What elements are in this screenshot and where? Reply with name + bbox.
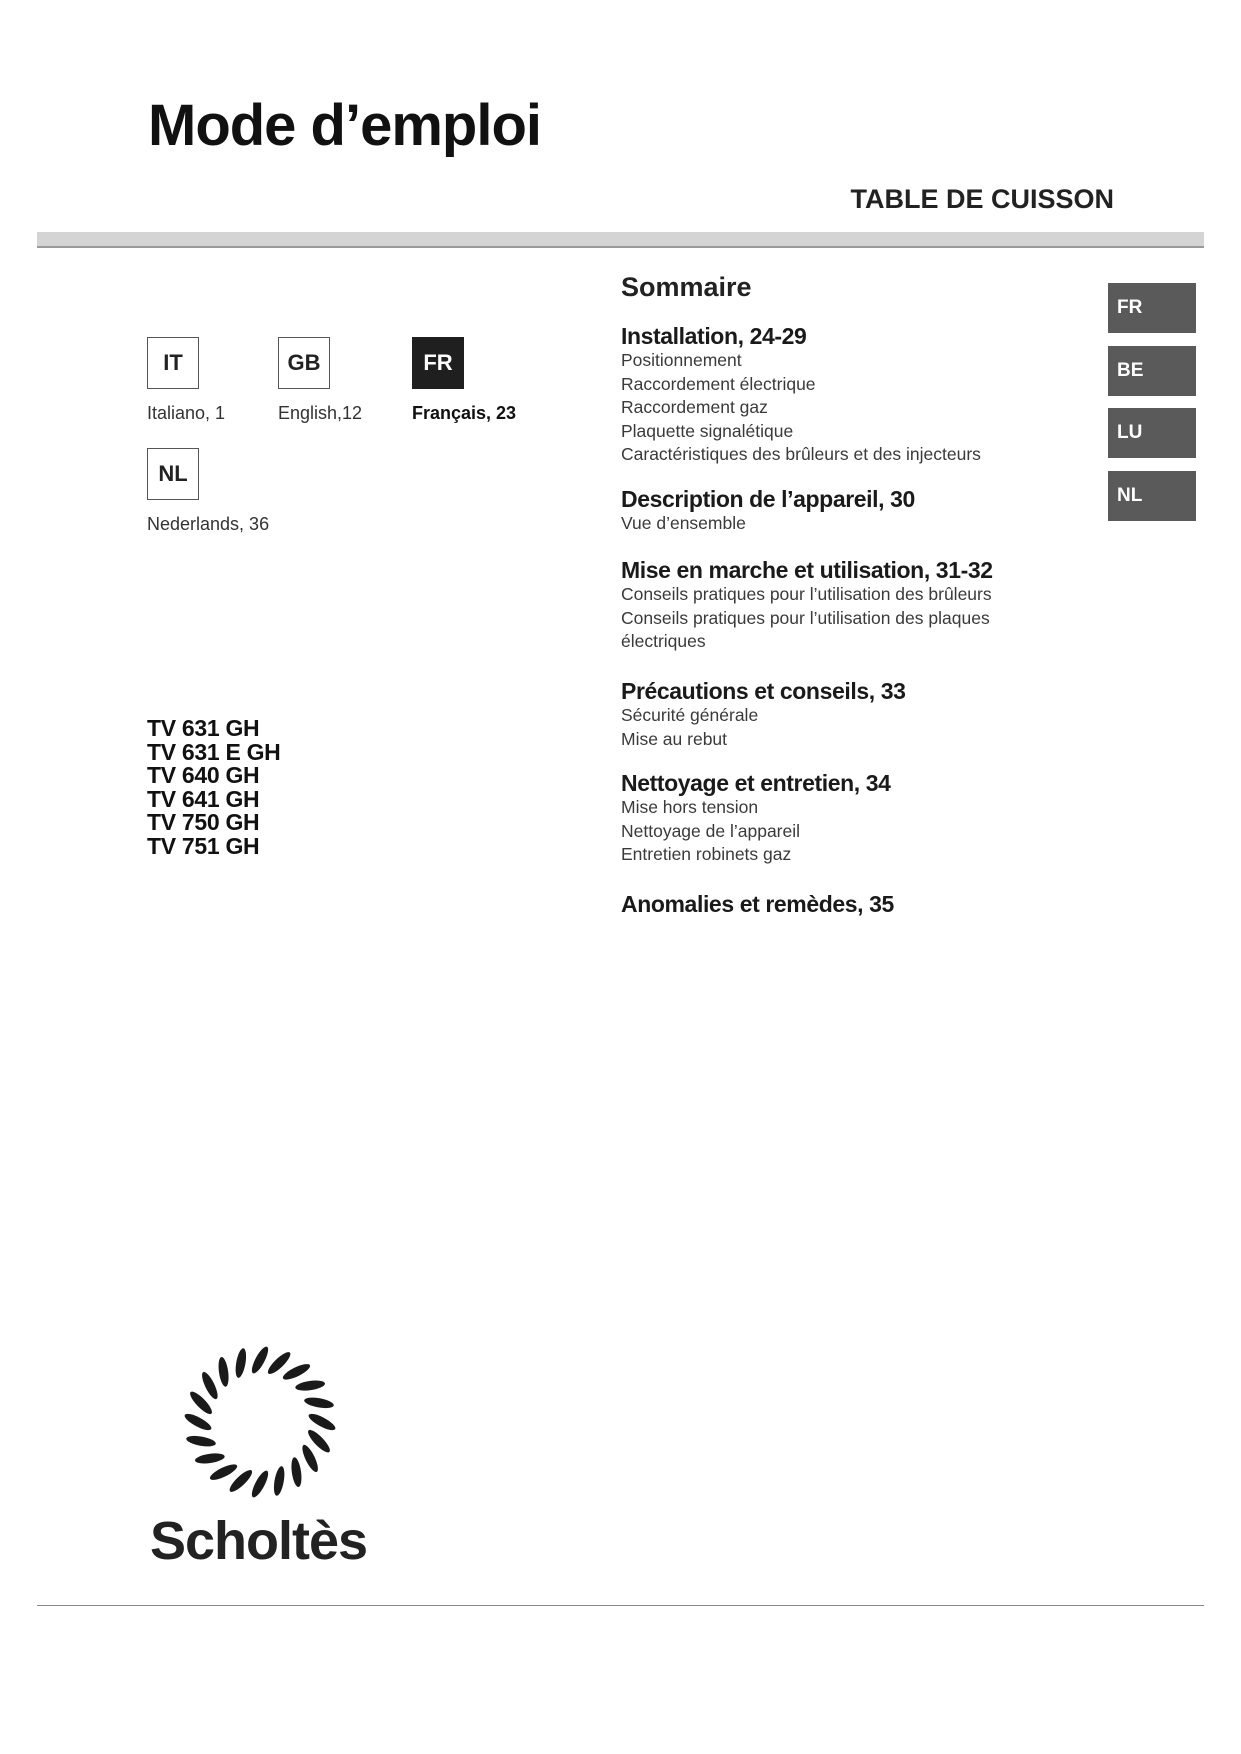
toc-item[interactable]: Conseils pratiques pour l’utilisation des plaques bbox=[621, 607, 990, 628]
logo-ray bbox=[307, 1411, 338, 1433]
lang-label-nl[interactable]: Nederlands, 36 bbox=[147, 514, 270, 534]
toc-section-description bbox=[621, 486, 1051, 536]
toc-item[interactable]: Vue d’ensemble bbox=[621, 513, 746, 533]
brand-name: Scholtès bbox=[150, 1511, 368, 1571]
logo-ray bbox=[194, 1452, 225, 1465]
header-divider-band bbox=[37, 232, 1204, 248]
toc-item[interactable]: Sécurité générale bbox=[621, 705, 759, 725]
logo-ray bbox=[199, 1370, 220, 1401]
toc-section-title[interactable]: Anomalies et remèdes, 35 bbox=[621, 891, 894, 917]
lang-button-fr[interactable]: FR bbox=[412, 337, 464, 389]
toc-item[interactable]: Mise hors tension bbox=[621, 797, 759, 817]
logo-ray bbox=[272, 1465, 286, 1496]
toc-section-usage bbox=[621, 557, 1051, 654]
toc-item[interactable]: Mise au rebut bbox=[621, 728, 728, 749]
model-name: TV 751 GH bbox=[147, 832, 260, 859]
lang-label-gb[interactable]: English,12 bbox=[278, 403, 363, 423]
side-tab-lu[interactable]: LU bbox=[1108, 408, 1196, 458]
model-name: TV 631 E GH bbox=[147, 738, 281, 765]
toc-item[interactable]: Conseils pratiques pour l’utilisation des brûleurs bbox=[621, 584, 992, 604]
logo-ray bbox=[299, 1443, 320, 1474]
document-title: Mode d’emploi bbox=[148, 93, 541, 158]
side-tab-fr[interactable]: FR bbox=[1108, 283, 1196, 333]
logo-ray bbox=[249, 1345, 271, 1376]
logo-ray bbox=[234, 1347, 248, 1378]
side-tab-nl[interactable]: NL bbox=[1108, 471, 1196, 521]
lang-button-it[interactable]: IT bbox=[147, 337, 199, 389]
logo-ray bbox=[185, 1434, 216, 1448]
toc-item[interactable]: Raccordement électrique bbox=[621, 373, 816, 394]
toc-item[interactable]: Plaquette signalétique bbox=[621, 420, 794, 441]
toc-item[interactable]: Positionnement bbox=[621, 350, 742, 370]
toc-item[interactable]: électriques bbox=[621, 631, 706, 651]
logo-ray bbox=[208, 1461, 239, 1482]
model-name: TV 631 GH bbox=[147, 715, 260, 741]
toc-section-title[interactable]: Mise en marche et utilisation, 31-32 bbox=[621, 557, 993, 583]
toc-item[interactable]: Caractéristiques des brûleurs et des injecteurs bbox=[621, 444, 981, 464]
model-name: TV 641 GH bbox=[147, 785, 260, 812]
lang-button-gb[interactable]: GB bbox=[278, 337, 330, 389]
logo-ray bbox=[249, 1469, 271, 1500]
lang-label-fr[interactable]: Français, 23 bbox=[412, 403, 517, 423]
logo-ray bbox=[303, 1396, 334, 1410]
footer-divider bbox=[37, 1605, 1204, 1606]
model-list bbox=[147, 717, 280, 858]
logo-ray bbox=[183, 1411, 214, 1433]
lang-button-nl[interactable]: NL bbox=[147, 448, 199, 500]
toc-item[interactable]: Nettoyage de l’appareil bbox=[621, 820, 801, 841]
toc-item[interactable]: Entretien robinets gaz bbox=[621, 844, 792, 864]
sunburst-logo-icon bbox=[178, 1340, 342, 1504]
toc-section-precautions bbox=[621, 678, 1051, 751]
model-name: TV 750 GH bbox=[147, 809, 260, 835]
side-tab-be[interactable]: BE bbox=[1108, 346, 1196, 396]
toc-section-title[interactable]: Description de l’appareil, 30 bbox=[621, 486, 915, 512]
toc-section-troubleshooting bbox=[621, 891, 1051, 917]
toc-section-installation bbox=[621, 323, 1051, 467]
model-name: TV 640 GH bbox=[147, 762, 260, 788]
document-subtitle: TABLE DE CUISSON bbox=[850, 184, 1114, 214]
lang-label-it[interactable]: Italiano, 1 bbox=[147, 403, 226, 423]
logo-ray bbox=[290, 1457, 303, 1488]
toc-heading: Sommaire bbox=[621, 272, 752, 302]
toc-section-title[interactable]: Précautions et conseils, 33 bbox=[621, 678, 906, 704]
logo-ray bbox=[281, 1361, 312, 1382]
toc-item[interactable]: Raccordement gaz bbox=[621, 397, 768, 417]
toc-section-title[interactable]: Installation, 24-29 bbox=[621, 323, 807, 349]
logo-ray bbox=[217, 1356, 230, 1387]
toc-section-cleaning bbox=[621, 770, 1051, 867]
logo-ray bbox=[295, 1379, 326, 1392]
toc-section-title[interactable]: Nettoyage et entretien, 34 bbox=[621, 770, 891, 796]
